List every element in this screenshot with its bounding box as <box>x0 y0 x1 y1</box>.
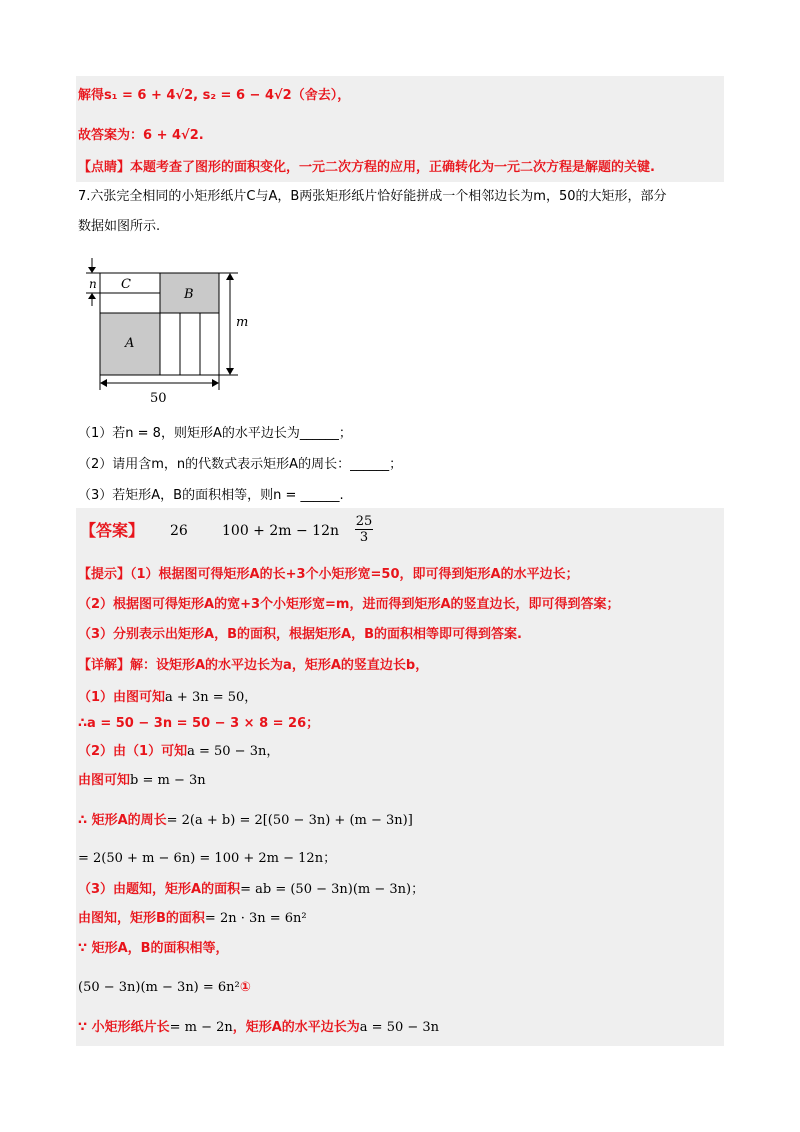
detail-line5-math: b = m − 3n <box>130 773 206 788</box>
detail-line6-text: ∴ 矩形A的周长 <box>78 813 167 828</box>
hint-line1: 【提示】（1）根据图可得矩形A的长+3个小矩形宽=50，即可得到矩形A的水平边长； <box>78 567 579 582</box>
comment-tag: 【点睛】 <box>78 160 131 175</box>
hint-line2: （2）根据图可得矩形A的宽+3个小矩形宽=m，进而得到矩形A的竖直边长，即可得到答案； <box>78 597 620 612</box>
answer-part3-fraction <box>355 514 373 545</box>
top-solution-line1: 解得s₁ = 6 + 4√2, s₂ = 6 − 4√2（舍去）， <box>78 88 351 103</box>
question-figure <box>80 250 250 410</box>
question-part1: （1）若n = 8，则矩形A的水平边长为______； <box>78 426 352 441</box>
answer-part2: 100 + 2m − 12n <box>222 523 339 539</box>
question-stem-line1: 7.六张完全相同的小矩形纸片C与A，B两张矩形纸片恰好能拼成一个相邻边长为m，50的大矩形，部分 <box>78 189 667 204</box>
hint-line3: （3）分别表示出矩形A，B的面积，根据矩形A，B的面积相等即可得到答案. <box>78 627 522 642</box>
detail-line7: = 2(50 + m − 6n) = 100 + 2m − 12n； <box>78 851 337 866</box>
detail-line11 <box>78 978 251 998</box>
figure-label-50: 50 <box>150 391 167 406</box>
detail-line5 <box>78 771 206 791</box>
detail-line3: ∴a = 50 − 3n = 50 − 3 × 8 = 26； <box>78 716 320 731</box>
question-part2: （2）请用含m，n的代数式表示矩形A的周长：______； <box>78 457 403 472</box>
fraction-denominator: 3 <box>355 529 373 545</box>
detail-line9-math: = 2n · 3n = 6n² <box>204 911 307 926</box>
detail-line11-mark: ① <box>239 980 251 995</box>
detail-line2-text: （1）由图可知 <box>78 690 166 705</box>
fraction-numerator: 25 <box>355 514 373 529</box>
detail-line8 <box>78 880 424 900</box>
detail-line4 <box>78 742 279 762</box>
question-stem-line2: 数据如图所示. <box>78 219 161 234</box>
figure-label-C: C <box>121 277 131 292</box>
detail-line5-text: 由图可知 <box>78 773 131 788</box>
figure-label-n: n <box>89 277 97 291</box>
detail-line4-text: （2）由（1）可知 <box>78 744 188 759</box>
detail-line12-math2: a = 50 − 3n <box>359 1020 440 1035</box>
detail-line12-text2: ，矩形A的水平边长为 <box>232 1020 360 1035</box>
detail-line8-math: = ab = (50 − 3n)(m − 3n)； <box>240 882 425 897</box>
detail-line11-math: (50 − 3n)(m − 3n) = 6n² <box>78 980 240 995</box>
detail-line12-text1: ∵ 小矩形纸片长 <box>78 1020 170 1035</box>
detail-line9 <box>78 909 307 929</box>
figure-label-m: m <box>236 315 249 330</box>
detail-line4-math: a = 50 − 3n， <box>187 744 280 759</box>
detail-line6 <box>78 811 413 831</box>
answer-part1: 26 <box>170 523 188 539</box>
rect-C-bottom <box>100 293 160 313</box>
top-solution-answer: 故答案为：6 + 4√2. <box>78 128 204 143</box>
detail-line8-text: （3）由题知，矩形A的面积 <box>78 882 241 897</box>
figure-label-A: A <box>125 336 135 351</box>
top-solution-comment <box>78 158 655 178</box>
detail-line2-math: a + 3n = 50， <box>165 690 258 705</box>
comment-text: 本题考查了图形的面积变化，一元二次方程的应用，正确转化为一元二次方程是解题的关键. <box>130 160 655 175</box>
detail-line9-text: 由图知，矩形B的面积 <box>78 911 205 926</box>
figure-label-B: B <box>184 287 194 302</box>
detail-line2 <box>78 688 257 708</box>
detail-line12 <box>78 1018 439 1038</box>
detail-line10: ∵ 矩形A，B的面积相等， <box>78 941 229 956</box>
detail-line1: 【详解】解：设矩形A的水平边长为a，矩形A的竖直边长b， <box>78 658 429 673</box>
rect-strip-1 <box>160 313 180 375</box>
detail-line12-math1: = m − 2n <box>169 1020 233 1035</box>
answer-tag: 【答案】 <box>80 521 145 540</box>
rect-strip-2 <box>180 313 200 375</box>
detail-line6-math: = 2(a + b) = 2[(50 − 3n) + (m − 3n)] <box>166 813 413 828</box>
question-part3: （3）若矩形A，B的面积相等，则n = ______. <box>78 488 344 503</box>
rect-strip-3 <box>200 313 219 375</box>
